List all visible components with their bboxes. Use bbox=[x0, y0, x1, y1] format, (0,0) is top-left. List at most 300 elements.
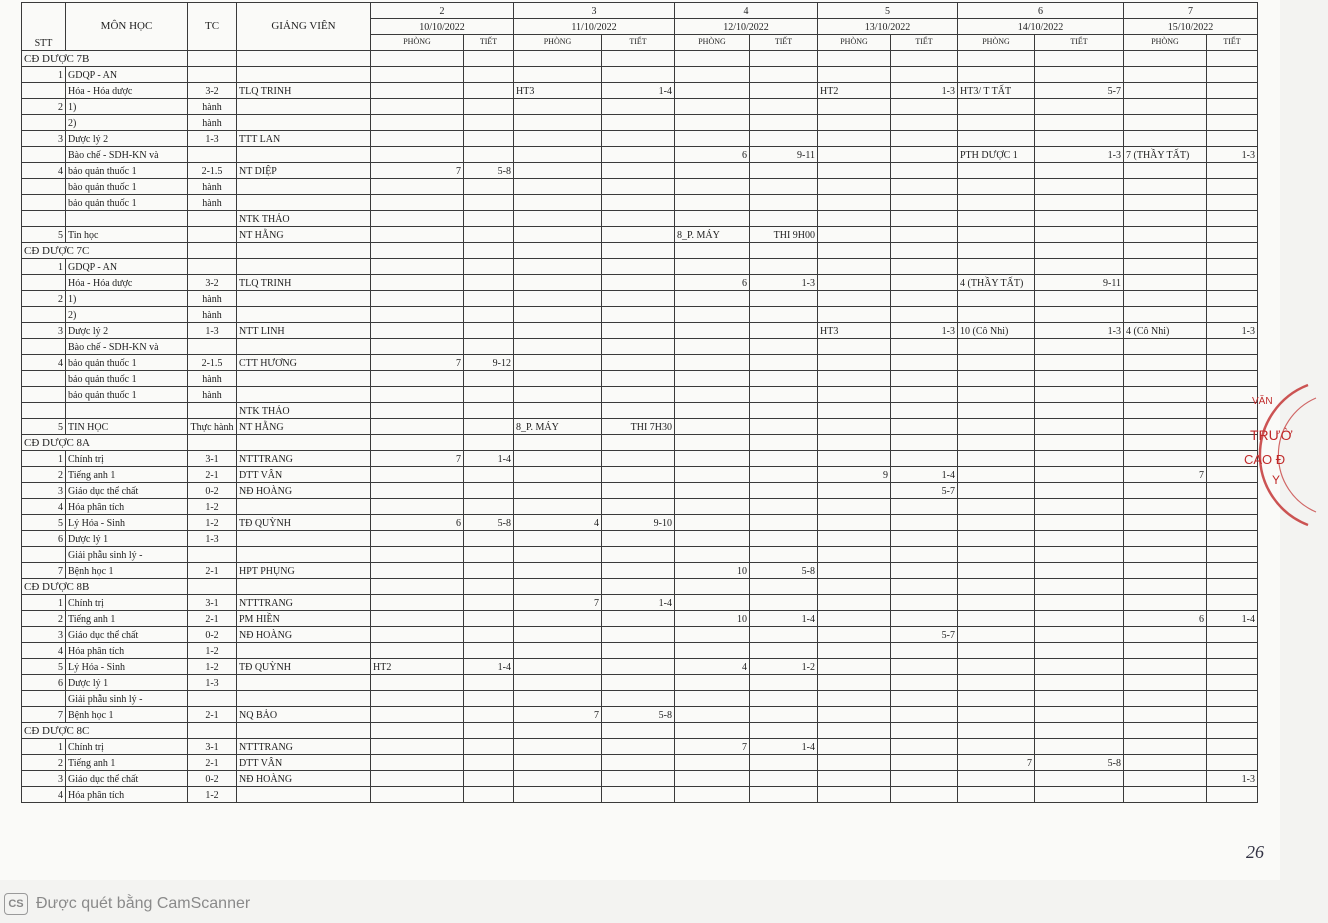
day-header: 4 bbox=[675, 3, 818, 19]
period-cell bbox=[1207, 691, 1258, 707]
table-row bbox=[22, 371, 1258, 387]
lecturer-name: NTTTRANG bbox=[237, 595, 371, 611]
subject-name: bảo quản thuốc 1 bbox=[66, 355, 188, 371]
room-cell bbox=[1124, 771, 1207, 787]
period-cell bbox=[1207, 643, 1258, 659]
room-cell bbox=[514, 691, 602, 707]
subject-name: Dược lý 2 bbox=[66, 323, 188, 339]
table-row bbox=[22, 227, 1258, 243]
period-cell bbox=[602, 307, 675, 323]
room-cell bbox=[818, 499, 891, 515]
period-cell bbox=[891, 227, 958, 243]
room-cell: HT3/ T TẤT bbox=[958, 83, 1035, 99]
date-header: 13/10/2022 bbox=[818, 19, 958, 35]
room-cell bbox=[1124, 307, 1207, 323]
row-number: 4 bbox=[22, 643, 66, 659]
subject-header: MÔN HỌC bbox=[66, 3, 188, 51]
room-cell bbox=[675, 403, 750, 419]
room-cell bbox=[1124, 131, 1207, 147]
room-cell: 7 bbox=[514, 595, 602, 611]
period-cell bbox=[1035, 419, 1124, 435]
room-cell: 7 bbox=[371, 355, 464, 371]
period-cell bbox=[891, 131, 958, 147]
period-cell bbox=[1207, 531, 1258, 547]
table-row bbox=[22, 211, 1258, 227]
room-cell bbox=[675, 531, 750, 547]
room-cell bbox=[958, 611, 1035, 627]
room-cell bbox=[514, 67, 602, 83]
schedule-table bbox=[21, 2, 1258, 803]
room-cell bbox=[1124, 371, 1207, 387]
room-cell bbox=[675, 643, 750, 659]
room-cell bbox=[514, 403, 602, 419]
period-cell bbox=[464, 147, 514, 163]
period-cell bbox=[464, 99, 514, 115]
table-row bbox=[22, 387, 1258, 403]
period-cell bbox=[891, 499, 958, 515]
period-cell bbox=[464, 755, 514, 771]
room-cell bbox=[371, 291, 464, 307]
table-row bbox=[22, 483, 1258, 499]
room-cell bbox=[371, 275, 464, 291]
period-cell bbox=[750, 67, 818, 83]
period-cell bbox=[602, 355, 675, 371]
period-cell bbox=[1207, 291, 1258, 307]
room-subheader: PHÒNG bbox=[371, 35, 464, 51]
room-cell bbox=[514, 787, 602, 803]
room-cell bbox=[818, 419, 891, 435]
period-cell bbox=[602, 691, 675, 707]
period-subheader: TIẾT bbox=[1207, 35, 1258, 51]
period-cell bbox=[464, 675, 514, 691]
credit-value: 2-1 bbox=[188, 563, 237, 579]
period-cell bbox=[750, 627, 818, 643]
empty-cell bbox=[1035, 51, 1124, 67]
room-cell bbox=[958, 675, 1035, 691]
period-cell bbox=[602, 195, 675, 211]
period-cell bbox=[602, 371, 675, 387]
room-cell bbox=[514, 467, 602, 483]
table-row bbox=[22, 643, 1258, 659]
period-cell bbox=[464, 483, 514, 499]
room-cell bbox=[371, 339, 464, 355]
table-row bbox=[22, 771, 1258, 787]
period-cell bbox=[750, 595, 818, 611]
room-cell bbox=[675, 307, 750, 323]
table-row bbox=[22, 291, 1258, 307]
row-number: 6 bbox=[22, 675, 66, 691]
empty-cell bbox=[891, 723, 958, 739]
period-cell bbox=[464, 707, 514, 723]
period-cell bbox=[464, 67, 514, 83]
room-cell bbox=[371, 227, 464, 243]
period-cell bbox=[602, 147, 675, 163]
period-cell bbox=[750, 451, 818, 467]
room-cell bbox=[958, 451, 1035, 467]
room-cell bbox=[1124, 83, 1207, 99]
period-cell: 1-3 bbox=[750, 275, 818, 291]
period-cell bbox=[602, 67, 675, 83]
room-cell bbox=[675, 467, 750, 483]
period-cell bbox=[1207, 227, 1258, 243]
room-cell bbox=[371, 547, 464, 563]
room-cell bbox=[675, 163, 750, 179]
credit-value bbox=[188, 211, 237, 227]
room-cell bbox=[818, 291, 891, 307]
room-cell bbox=[675, 627, 750, 643]
period-cell bbox=[891, 419, 958, 435]
period-cell bbox=[1207, 307, 1258, 323]
empty-cell bbox=[1124, 435, 1207, 451]
period-cell bbox=[464, 179, 514, 195]
room-cell bbox=[675, 195, 750, 211]
room-cell bbox=[514, 371, 602, 387]
credit-value bbox=[188, 547, 237, 563]
room-cell bbox=[675, 755, 750, 771]
period-cell bbox=[1207, 131, 1258, 147]
room-cell bbox=[514, 307, 602, 323]
room-cell bbox=[958, 131, 1035, 147]
room-cell: 7 bbox=[958, 755, 1035, 771]
subject-name: Tin học bbox=[66, 227, 188, 243]
room-cell bbox=[1124, 691, 1207, 707]
room-cell bbox=[818, 307, 891, 323]
period-cell: THI 7H30 bbox=[602, 419, 675, 435]
credit-value: hành bbox=[188, 387, 237, 403]
empty-cell bbox=[237, 51, 371, 67]
room-cell bbox=[371, 755, 464, 771]
period-cell bbox=[750, 291, 818, 307]
period-cell bbox=[750, 195, 818, 211]
period-cell bbox=[602, 531, 675, 547]
empty-cell bbox=[371, 579, 464, 595]
empty-cell bbox=[891, 579, 958, 595]
period-cell: 1-3 bbox=[1207, 771, 1258, 787]
period-cell bbox=[750, 691, 818, 707]
empty-cell bbox=[602, 51, 675, 67]
row-number: 5 bbox=[22, 659, 66, 675]
room-subheader: PHÒNG bbox=[958, 35, 1035, 51]
room-cell: 7 bbox=[1124, 467, 1207, 483]
room-cell bbox=[514, 147, 602, 163]
room-cell bbox=[818, 275, 891, 291]
period-cell bbox=[1207, 195, 1258, 211]
period-cell bbox=[891, 755, 958, 771]
room-cell bbox=[818, 99, 891, 115]
lecturer-name: NT HẰNG bbox=[237, 419, 371, 435]
room-cell bbox=[514, 531, 602, 547]
period-cell: 5-7 bbox=[891, 627, 958, 643]
period-cell bbox=[464, 307, 514, 323]
room-cell bbox=[1124, 291, 1207, 307]
period-cell bbox=[602, 467, 675, 483]
row-number: 4 bbox=[22, 163, 66, 179]
empty-cell bbox=[464, 51, 514, 67]
period-cell: 9-12 bbox=[464, 355, 514, 371]
row-number bbox=[22, 403, 66, 419]
credit-header: TC bbox=[188, 3, 237, 51]
credit-value: hành bbox=[188, 291, 237, 307]
table-row bbox=[22, 323, 1258, 339]
room-cell bbox=[675, 419, 750, 435]
empty-cell bbox=[675, 723, 750, 739]
empty-cell bbox=[237, 579, 371, 595]
subject-name: bảo quản thuốc 1 bbox=[66, 387, 188, 403]
period-cell bbox=[750, 259, 818, 275]
section-title: CĐ DƯỢC 7C bbox=[22, 243, 188, 259]
period-cell: 1-4 bbox=[1207, 611, 1258, 627]
empty-cell bbox=[602, 435, 675, 451]
period-cell bbox=[602, 339, 675, 355]
lecturer-name: NT DIỆP bbox=[237, 163, 371, 179]
period-cell bbox=[1035, 131, 1124, 147]
room-cell bbox=[514, 659, 602, 675]
room-cell: 6 bbox=[675, 275, 750, 291]
room-cell bbox=[958, 307, 1035, 323]
row-number: 5 bbox=[22, 419, 66, 435]
period-cell bbox=[464, 387, 514, 403]
period-subheader: TIẾT bbox=[602, 35, 675, 51]
period-cell bbox=[1035, 115, 1124, 131]
room-cell bbox=[675, 99, 750, 115]
subject-name: Dược lý 1 bbox=[66, 531, 188, 547]
period-cell bbox=[750, 83, 818, 99]
room-cell bbox=[958, 739, 1035, 755]
period-cell bbox=[464, 467, 514, 483]
room-cell bbox=[675, 691, 750, 707]
handwritten-page-mark: 26 bbox=[1246, 842, 1264, 862]
period-cell bbox=[750, 675, 818, 691]
subject-name: GDQP - AN bbox=[66, 259, 188, 275]
empty-cell bbox=[237, 435, 371, 451]
room-cell bbox=[958, 627, 1035, 643]
table-row bbox=[22, 275, 1258, 291]
period-cell: 1-4 bbox=[602, 595, 675, 611]
empty-cell bbox=[958, 723, 1035, 739]
subject-name: 2) bbox=[66, 307, 188, 323]
period-cell bbox=[464, 499, 514, 515]
room-cell bbox=[371, 419, 464, 435]
room-cell bbox=[818, 371, 891, 387]
row-number: 2 bbox=[22, 611, 66, 627]
period-cell bbox=[891, 195, 958, 211]
room-cell bbox=[371, 707, 464, 723]
table-body bbox=[22, 51, 1258, 803]
subject-name: Giáo dục thể chất bbox=[66, 627, 188, 643]
table-row bbox=[22, 339, 1258, 355]
table-row bbox=[22, 691, 1258, 707]
room-cell bbox=[1124, 227, 1207, 243]
room-cell: 4 bbox=[675, 659, 750, 675]
period-cell bbox=[1035, 611, 1124, 627]
room-cell bbox=[675, 499, 750, 515]
room-cell bbox=[958, 115, 1035, 131]
credit-value bbox=[188, 403, 237, 419]
row-number: 4 bbox=[22, 787, 66, 803]
period-cell bbox=[1035, 531, 1124, 547]
period-cell: 1-3 bbox=[1207, 323, 1258, 339]
day-header: 7 bbox=[1124, 3, 1258, 19]
credit-value: 3-1 bbox=[188, 739, 237, 755]
period-cell: 9-10 bbox=[602, 515, 675, 531]
period-cell bbox=[750, 211, 818, 227]
period-cell bbox=[1207, 211, 1258, 227]
period-cell bbox=[750, 643, 818, 659]
room-cell bbox=[958, 531, 1035, 547]
room-cell: HT2 bbox=[371, 659, 464, 675]
period-cell bbox=[891, 531, 958, 547]
room-cell bbox=[958, 547, 1035, 563]
period-cell bbox=[891, 739, 958, 755]
empty-cell bbox=[750, 51, 818, 67]
period-cell bbox=[602, 115, 675, 131]
period-cell bbox=[891, 515, 958, 531]
room-cell bbox=[371, 147, 464, 163]
period-cell bbox=[602, 739, 675, 755]
row-number bbox=[22, 691, 66, 707]
empty-cell bbox=[1207, 579, 1258, 595]
room-cell bbox=[818, 547, 891, 563]
period-cell: 5-8 bbox=[750, 563, 818, 579]
room-cell: 6 bbox=[371, 515, 464, 531]
room-cell bbox=[514, 323, 602, 339]
section-row bbox=[22, 723, 1258, 739]
row-number: 4 bbox=[22, 355, 66, 371]
room-cell bbox=[514, 355, 602, 371]
empty-cell bbox=[188, 243, 237, 259]
period-cell bbox=[1207, 659, 1258, 675]
period-cell bbox=[464, 259, 514, 275]
room-cell bbox=[1124, 515, 1207, 531]
room-cell bbox=[675, 131, 750, 147]
period-cell bbox=[1207, 67, 1258, 83]
room-cell bbox=[675, 179, 750, 195]
room-cell bbox=[818, 451, 891, 467]
lecturer-name: DTT VÂN bbox=[237, 755, 371, 771]
room-cell bbox=[1124, 659, 1207, 675]
room-cell bbox=[675, 787, 750, 803]
period-cell bbox=[602, 659, 675, 675]
row-number: 1 bbox=[22, 739, 66, 755]
period-cell bbox=[602, 499, 675, 515]
period-cell bbox=[464, 643, 514, 659]
credit-value: hành bbox=[188, 371, 237, 387]
table-row bbox=[22, 659, 1258, 675]
table-row bbox=[22, 611, 1258, 627]
red-seal-stamp bbox=[1238, 380, 1328, 530]
row-number: 3 bbox=[22, 131, 66, 147]
room-cell bbox=[958, 563, 1035, 579]
empty-cell bbox=[602, 723, 675, 739]
credit-value: hành bbox=[188, 99, 237, 115]
stamp-text: Y bbox=[1272, 473, 1281, 487]
date-header: 14/10/2022 bbox=[958, 19, 1124, 35]
credit-value: 3-1 bbox=[188, 451, 237, 467]
room-cell: HT2 bbox=[818, 83, 891, 99]
period-cell bbox=[602, 403, 675, 419]
period-cell: 1-4 bbox=[464, 659, 514, 675]
room-cell bbox=[1124, 115, 1207, 131]
room-cell bbox=[818, 627, 891, 643]
period-cell bbox=[891, 179, 958, 195]
period-cell bbox=[464, 691, 514, 707]
period-cell bbox=[750, 99, 818, 115]
period-cell bbox=[1035, 355, 1124, 371]
lecturer-name bbox=[237, 115, 371, 131]
room-cell bbox=[675, 339, 750, 355]
subject-name: Tiếng anh 1 bbox=[66, 611, 188, 627]
credit-value: hành bbox=[188, 115, 237, 131]
stamp-text: VĂN bbox=[1252, 396, 1273, 407]
section-row bbox=[22, 51, 1258, 67]
room-cell bbox=[675, 211, 750, 227]
period-cell bbox=[1207, 675, 1258, 691]
period-cell bbox=[750, 387, 818, 403]
room-cell bbox=[958, 419, 1035, 435]
room-cell bbox=[1124, 211, 1207, 227]
period-cell bbox=[750, 371, 818, 387]
room-cell bbox=[1124, 403, 1207, 419]
period-cell: 1-3 bbox=[891, 323, 958, 339]
period-cell: 1-4 bbox=[891, 467, 958, 483]
credit-value: 2-1.5 bbox=[188, 163, 237, 179]
row-number: 4 bbox=[22, 499, 66, 515]
period-cell bbox=[891, 307, 958, 323]
period-cell bbox=[602, 291, 675, 307]
period-cell: 1-3 bbox=[1035, 147, 1124, 163]
room-cell bbox=[1124, 595, 1207, 611]
empty-cell bbox=[891, 51, 958, 67]
period-cell bbox=[750, 707, 818, 723]
room-cell bbox=[371, 67, 464, 83]
room-cell: 7 bbox=[371, 451, 464, 467]
room-cell bbox=[371, 83, 464, 99]
room-cell bbox=[675, 67, 750, 83]
room-cell: 7 bbox=[675, 739, 750, 755]
period-cell bbox=[891, 595, 958, 611]
period-cell bbox=[1035, 483, 1124, 499]
subject-name: 2) bbox=[66, 115, 188, 131]
credit-value: 0-2 bbox=[188, 627, 237, 643]
empty-cell bbox=[602, 579, 675, 595]
lecturer-name bbox=[237, 99, 371, 115]
room-cell bbox=[818, 339, 891, 355]
room-cell bbox=[1124, 483, 1207, 499]
room-cell bbox=[1124, 499, 1207, 515]
period-cell bbox=[464, 531, 514, 547]
period-cell: 1-4 bbox=[464, 451, 514, 467]
room-cell bbox=[675, 707, 750, 723]
period-cell: 5-8 bbox=[464, 163, 514, 179]
stt-header: STT bbox=[22, 3, 66, 51]
credit-value: 1-2 bbox=[188, 787, 237, 803]
lecturer-name: TĐ QUỲNH bbox=[237, 515, 371, 531]
table-row bbox=[22, 115, 1258, 131]
room-cell bbox=[958, 355, 1035, 371]
empty-cell bbox=[188, 51, 237, 67]
table-row bbox=[22, 67, 1258, 83]
period-cell bbox=[464, 547, 514, 563]
row-number bbox=[22, 387, 66, 403]
row-number bbox=[22, 275, 66, 291]
room-cell bbox=[675, 259, 750, 275]
room-cell bbox=[1124, 339, 1207, 355]
room-cell bbox=[818, 531, 891, 547]
room-cell bbox=[1124, 739, 1207, 755]
subject-name: Hóa phân tích bbox=[66, 499, 188, 515]
lecturer-name: TTT LAN bbox=[237, 131, 371, 147]
lecturer-name: CTT HƯƠNG bbox=[237, 355, 371, 371]
